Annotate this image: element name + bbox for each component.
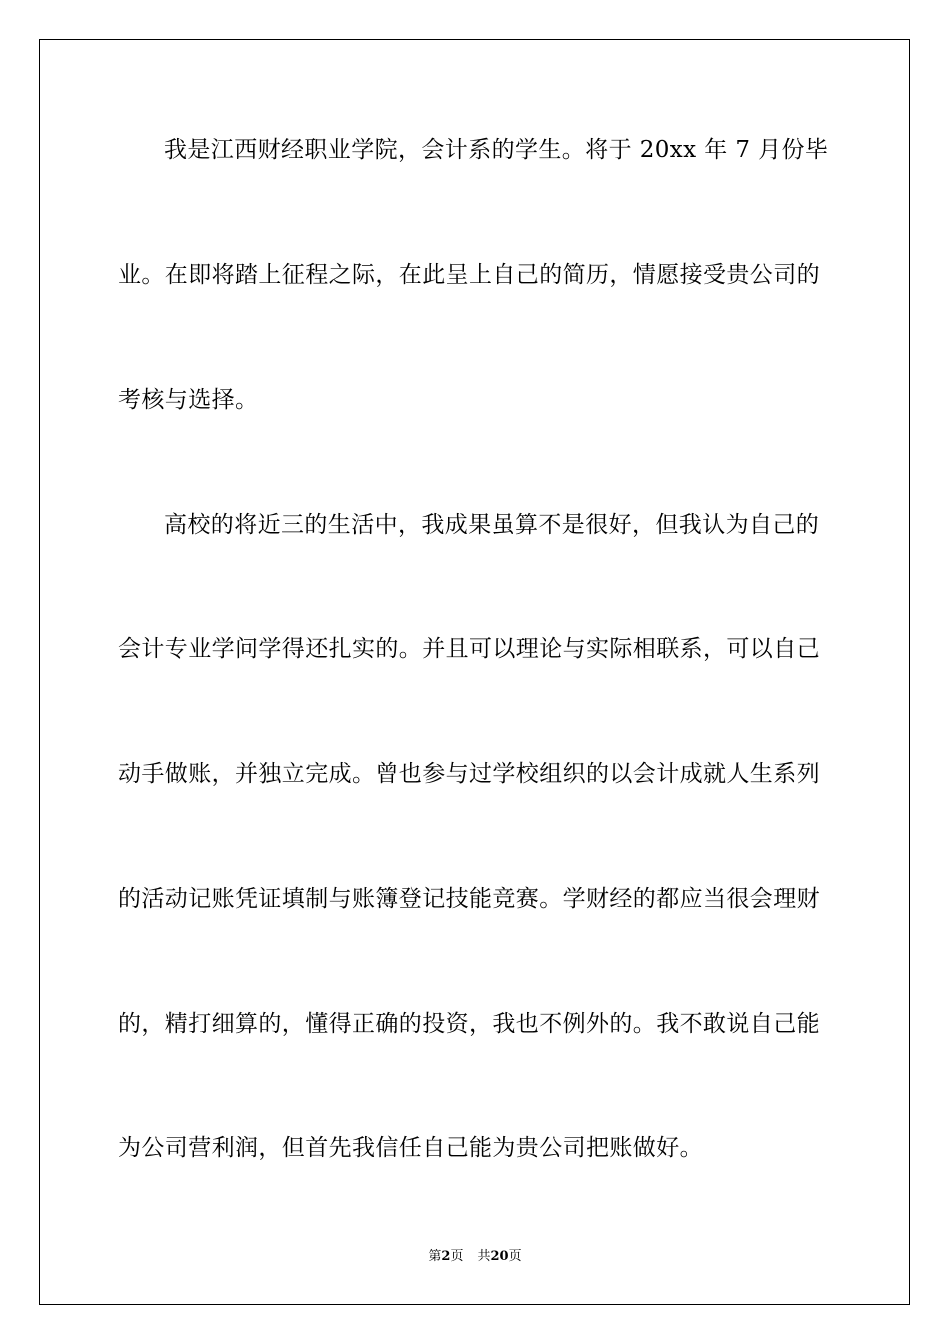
- page-suffix: 页: [450, 1249, 464, 1264]
- text-line: 会计专业学问学得还扎实的。并且可以理论与实际相联系，可以自己: [118, 636, 820, 662]
- text-line: 考核与选择。: [118, 387, 259, 413]
- page-border: [39, 39, 910, 1305]
- total-suffix: 页: [508, 1249, 522, 1264]
- text-line: 的活动记账凭证填制与账簿登记技能竞赛。学财经的都应当很会理财: [118, 886, 820, 912]
- total-pages: 20: [490, 1249, 509, 1264]
- page-footer: [0, 1248, 950, 1266]
- text-line: 的，精打细算的，懂得正确的投资，我也不例外的。我不敢说自己能: [118, 1011, 820, 1037]
- total-prefix: 共: [477, 1249, 491, 1264]
- page-prefix: 第: [428, 1249, 442, 1264]
- text-line: 高校的将近三的生活中，我成果虽算不是很好，但我认为自己的: [164, 512, 820, 538]
- text-line: 为公司营利润，但首先我信任自己能为贵公司把账做好。: [118, 1135, 703, 1161]
- page-number: 2: [441, 1249, 451, 1264]
- text-line: 业。在即将踏上征程之际，在此呈上自己的简历，情愿接受贵公司的: [118, 262, 820, 288]
- text-line: 我是江西财经职业学院，会计系的学生。将于 20xx 年 7 月份毕: [164, 137, 829, 163]
- text-line: 动手做账，并独立完成。曾也参与过学校组织的以会计成就人生系列: [118, 761, 820, 787]
